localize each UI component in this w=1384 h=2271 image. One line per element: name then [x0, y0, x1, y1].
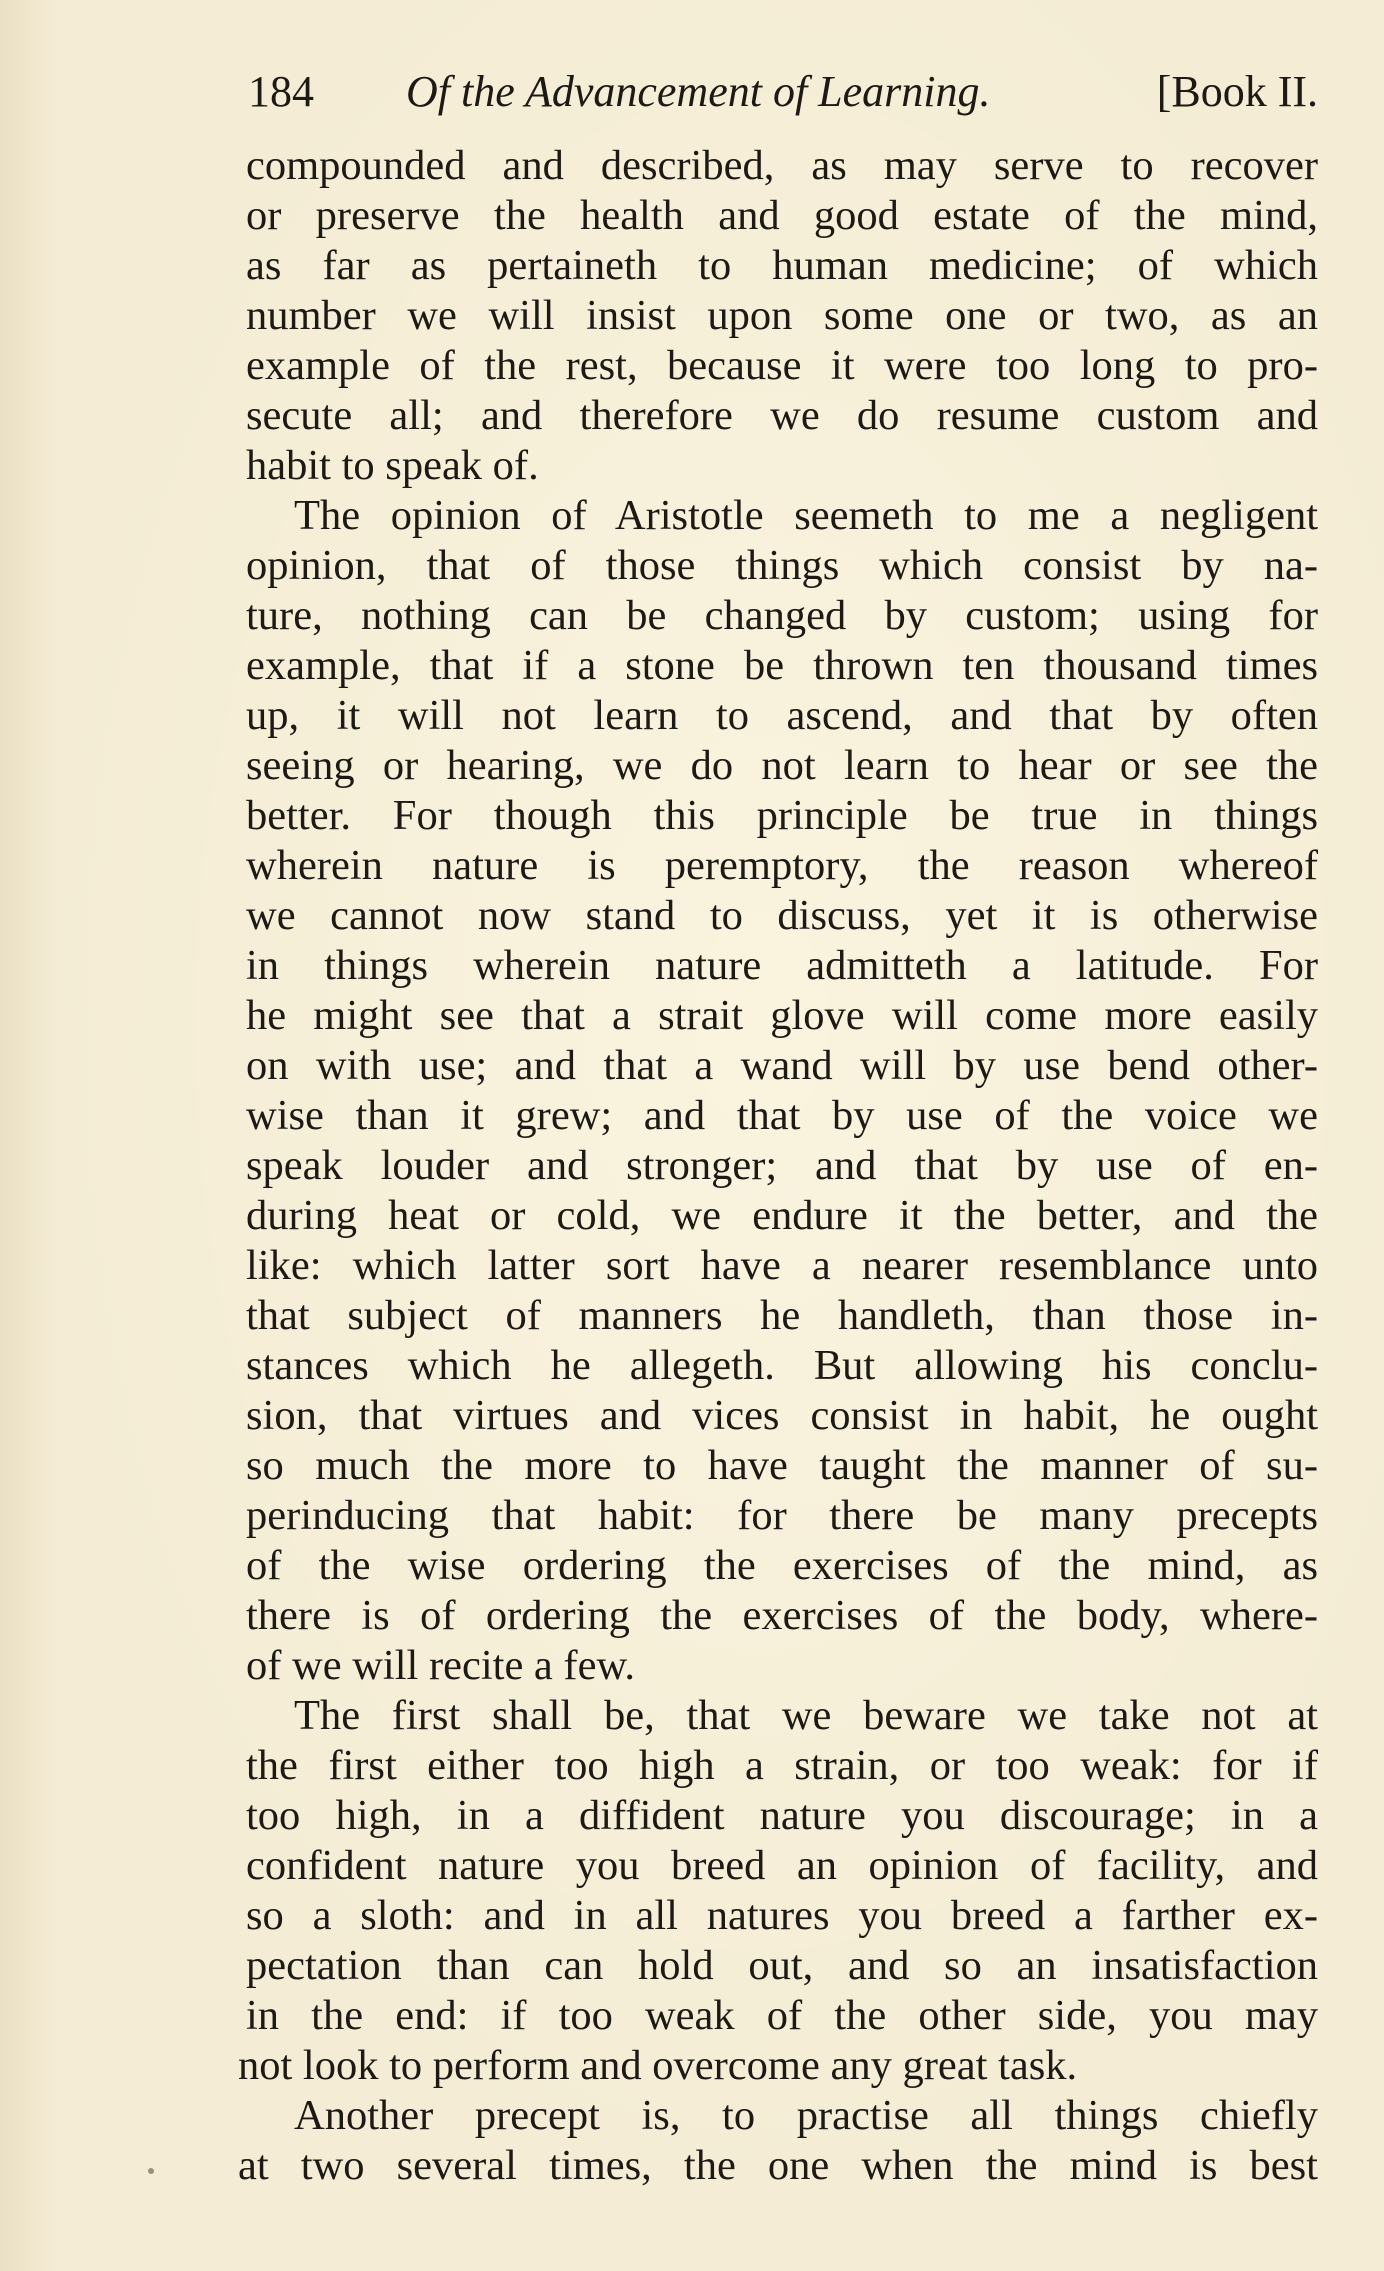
text-line: too high, in a diffident nature you discourage; in a — [246, 1792, 1318, 1839]
running-title: Of the Advancement of Learning. — [406, 67, 991, 116]
text-line: sion, that virtues and vices consist in habit, he ought — [246, 1392, 1318, 1439]
text-line: The opinion of Aristotle seemeth to me a negligent — [294, 492, 1318, 539]
text-line: as far as pertaineth to human medicine; of which — [246, 242, 1318, 289]
body-text — [238, 141, 1318, 2191]
running-header — [248, 62, 1318, 122]
text-line: we cannot now stand to discuss, yet it is otherwise — [246, 892, 1318, 939]
text-line: seeing or hearing, we do not learn to hear or see the — [246, 742, 1318, 789]
text-line: better. For though this principle be true in things — [246, 792, 1318, 839]
text-line: the first either too high a strain, or too weak: for if — [246, 1742, 1318, 1789]
text-line: habit to speak of. — [246, 442, 539, 489]
text-line: wise than it grew; and that by use of the voice we — [246, 1092, 1318, 1139]
text-line: number we will insist upon some one or two, as an — [246, 292, 1318, 339]
text-line: The first shall be, that we beware we take not at — [294, 1692, 1318, 1739]
text-line: so a sloth: and in all natures you breed a farther ex- — [246, 1892, 1318, 1939]
text-line: up, it will not learn to ascend, and that by often — [246, 692, 1318, 739]
page-number: 184 — [248, 67, 314, 116]
text-line: there is of ordering the exercises of the body, where- — [246, 1592, 1318, 1639]
text-line: perinducing that habit: for there be many precepts — [246, 1492, 1318, 1539]
text-line: speak louder and stronger; and that by use of en- — [246, 1142, 1318, 1189]
text-line: in the end: if too weak of the other side, you may — [246, 1992, 1318, 2039]
text-line: of we will recite a few. — [246, 1642, 635, 1689]
text-line: wherein nature is peremptory, the reason whereof — [246, 842, 1318, 889]
text-line: he might see that a strait glove will come more easily — [246, 992, 1318, 1039]
text-line: example, that if a stone be thrown ten thousand times — [246, 642, 1318, 689]
paper-speck — [148, 2168, 154, 2174]
text-line: on with use; and that a wand will by use bend other- — [246, 1042, 1318, 1089]
text-line: of the wise ordering the exercises of the mind, as — [246, 1542, 1318, 1589]
text-line: in things wherein nature admitteth a latitude. For — [246, 942, 1318, 989]
text-line: pectation than can hold out, and so an insatisfaction — [246, 1942, 1318, 1989]
text-line: at two several times, the one when the mind is best — [238, 2142, 1318, 2189]
text-line: that subject of manners he handleth, than those in- — [246, 1292, 1318, 1339]
text-line: so much the more to have taught the manner of su- — [246, 1442, 1318, 1489]
text-line: not look to perform and overcome any great task. — [238, 2042, 1078, 2089]
book-section: [Book II. — [1156, 67, 1318, 116]
text-line: secute all; and therefore we do resume custom and — [246, 392, 1318, 439]
text-line: like: which latter sort have a nearer resemblance unto — [246, 1242, 1318, 1289]
text-line: opinion, that of those things which consist by na- — [246, 542, 1318, 589]
text-line: compounded and described, as may serve to recover — [246, 142, 1318, 189]
text-line: example of the rest, because it were too long to pro- — [246, 342, 1318, 389]
text-line: during heat or cold, we endure it the better, and the — [246, 1192, 1318, 1239]
text-line: Another precept is, to practise all things chiefly — [294, 2092, 1318, 2139]
text-line: confident nature you breed an opinion of facility, and — [246, 1842, 1318, 1889]
text-line: stances which he allegeth. But allowing his conclu- — [246, 1342, 1318, 1389]
text-line: ture, nothing can be changed by custom; using for — [246, 592, 1318, 639]
text-line: or preserve the health and good estate of the mind, — [246, 192, 1318, 239]
